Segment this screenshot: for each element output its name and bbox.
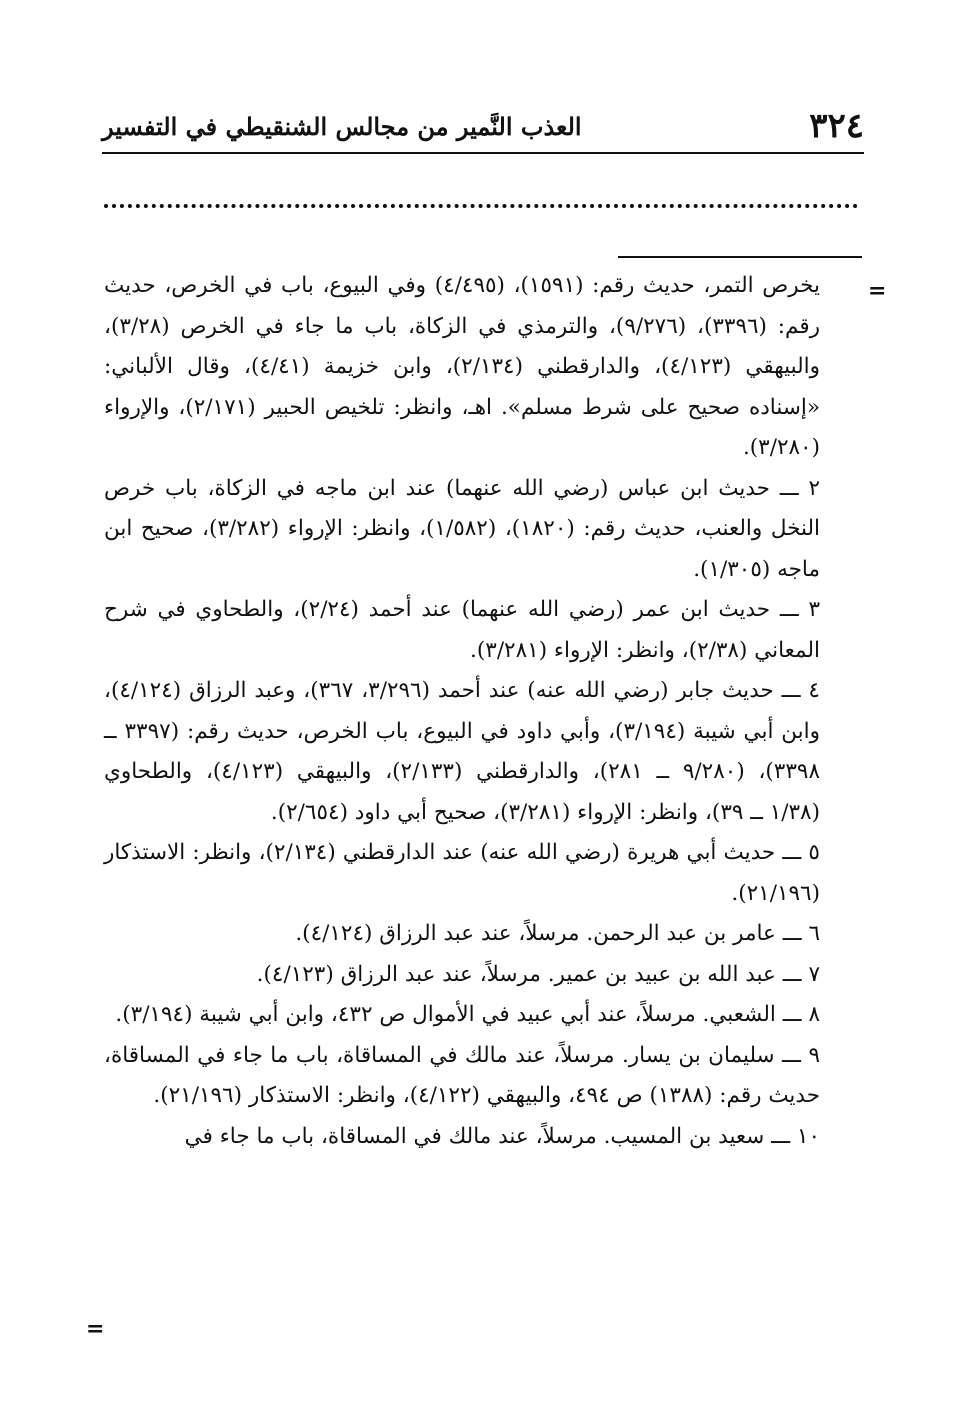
running-title: العذب النَّمير من مجالس الشنقيطي في التفسير xyxy=(102,112,582,141)
footnote-separator-rule xyxy=(618,256,862,258)
continuation-mark-top: = xyxy=(868,278,887,304)
footnote-9: ٩ ـــ سليمان بن يسار. مرسلاً، عند مالك في المساقاة، باب ما جاء في المساقاة، حديث رقم: (١٣٨٨) ص ٤٩٤، والبيهقي (٤/١٢٢)، وانظر: الاستذكار (٢١/١٩٦). xyxy=(104,1042,820,1108)
footnote-4: ٤ ـــ حديث جابر (رضي الله عنه) عند أحمد (٣/٢٩٦، ٣٦٧)، وعبد الرزاق (٤/١٢٤)، وابن أبي شيبة (٣/١٩٤)، وأبي داود في البيوع، باب الخرص، حديث رقم: (٣٣٩٧ ــ ٣٣٩٨)، (٩/٢٨٠ ــ ٢٨١)، والدارقطني (٢/١٣٣)، والبيهقي (٤/١٢٣)، والطحاوي (١/٣٨ ــ ٣٩)، وانظر: الإرواء (٣/٢٨١)، صحيح أبي داود (٢/٦٥٤). xyxy=(104,678,820,825)
footnote-6: ٦ ـــ عامر بن عبد الرحمن. مرسلاً، عند عبد الرزاق (٤/١٢٤). xyxy=(295,921,820,946)
dotted-separator xyxy=(104,204,858,208)
page-number: ٣٢٤ xyxy=(809,106,864,146)
footnotes-section xyxy=(104,266,820,1157)
footnote-2: ٢ ـــ حديث ابن عباس (رضي الله عنهما) عند ابن ماجه في الزكاة، باب خرص النخل والعنب، حديث رقم: (١٨٢٠)، (١/٥٨٢)، وانظر: الإرواء (٣/٢٨٢)، صحيح ابن ماجه (١/٣٠٥). xyxy=(104,475,820,582)
footnote-continuation: يخرص التمر، حديث رقم: (١٥٩١)، (٤/٤٩٥) وفي البيوع، باب في الخرص، حديث رقم: (٣٣٩٦)، (٩/٢٧٦)، والترمذي في الزكاة، باب ما جاء في الخرص (٣/٢٨)، والبيهقي (٤/١٢٣)، والدارقطني (٢/١٣٤)، وابن خزيمة (٤/٤١)، وقال الألباني: «إسناده صحيح على شرط مسلم». اهـ، وانظر: تلخيص الحبير (٢/١٧١)، والإرواء (٣/٢٨٠). xyxy=(104,273,821,460)
page-header xyxy=(102,104,864,150)
header-rule xyxy=(102,152,864,154)
footnote-3: ٣ ـــ حديث ابن عمر (رضي الله عنهما) عند أحمد (٢/٢٤)، والطحاوي في شرح المعاني (٢/٣٨)، وانظر: الإرواء (٣/٢٨١). xyxy=(104,597,820,663)
footnote-8: ٨ ـــ الشعبي. مرسلاً، عند أبي عبيد في الأموال ص ٤٣٢، وابن أبي شيبة (٣/١٩٤). xyxy=(115,1002,820,1027)
continuation-mark-bottom: = xyxy=(86,1316,105,1342)
footnote-7: ٧ ـــ عبد الله بن عبيد بن عمير. مرسلاً، عند عبد الرزاق (٤/١٢٣). xyxy=(256,961,820,987)
footnote-10: ١٠ ـــ سعيد بن المسيب. مرسلاً، عند مالك في المساقاة، باب ما جاء في xyxy=(184,1123,820,1149)
footnote-5: ٥ ـــ حديث أبي هريرة (رضي الله عنه) عند الدارقطني (٢/١٣٤)، وانظر: الاستذكار (٢١/١٩٦). xyxy=(104,840,820,906)
